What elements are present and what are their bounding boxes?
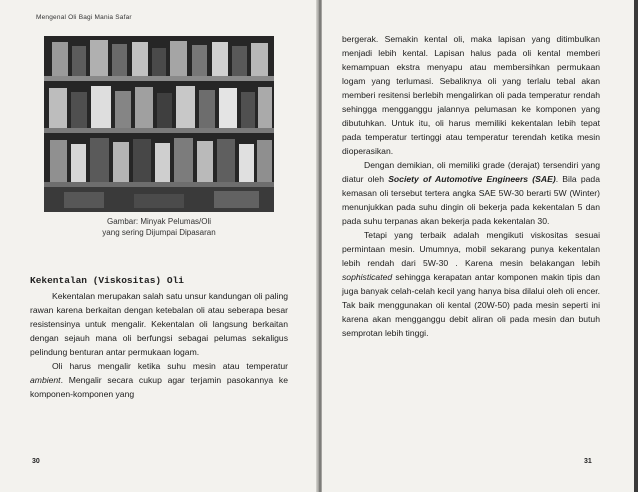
- left-para2-italic: ambient: [30, 375, 61, 385]
- oil-shelf-image: [44, 36, 274, 212]
- right-para3-italic: sophisticated: [342, 272, 393, 282]
- left-para2-end: . Mengalir secara cukup agar terjamin pasokannya ke komponen-komponen yang: [30, 375, 288, 399]
- right-paragraph-2: [342, 158, 600, 228]
- right-para2-start: Dengan demikian, oli memiliki grade (derajat) tersendiri yang diatur oleh: [342, 160, 600, 184]
- left-body-text: [30, 289, 288, 401]
- section-heading: Kekentalan (Viskositas) Oli: [30, 275, 184, 286]
- right-body-text: [342, 32, 600, 340]
- right-para2-end: . Bila pada kemasan oli tersebut tertera angka SAE 5W-30 berarti 5W (Winter) menunjukkan pada suhu dingin oli bekerja pada kekentalan 5 dan pada suhu terpanas akan bekerja pada kekentalan 30.: [342, 174, 600, 226]
- right-paragraph-3: [342, 228, 600, 340]
- left-paragraph-2: [30, 359, 288, 401]
- left-page: [0, 0, 318, 492]
- right-para3-start: Tetapi yang terbaik adalah mengikuti viskositas sesuai permintaan mesin. Umumnya, mobil sekarang punya kekentalan lebih rendah dari 5W-30 . Karena mesin belakangan lebih: [342, 230, 600, 268]
- right-para2-bold: Society of Automotive Engineers (SAE): [388, 174, 556, 184]
- page-edge: [634, 0, 638, 492]
- caption-line-2: yang sering Dijumpai Dipasaran: [102, 228, 216, 237]
- page-number-right: 31: [584, 458, 592, 465]
- right-paragraph-1: bergerak. Semakin kental oli, maka lapisan yang ditimbulkan menjadi lebih kental. Lapisan halus pada oli kental memberi kemampuan ekstra menyapu atau membersihkan permukaan logam yang terlumasi. Sebaliknya oli yang terlalu tebal akan memberi resitensi berlebih mengalirkan oli pada temperatur rendah sehingga mengganggu jalannya pelumasan ke komponen yang dibutuhkan. Untuk itu, oli harus memiliki kekentalan lebih tepat pada temperatur tertinggi atau temperatur terendah ketika mesin dioperasikan.: [342, 34, 600, 156]
- right-para3-end: sehingga kerapatan antar komponen makin tipis dan juga banyak celah-celah kecil yang hanya bisa dilalui oleh oli encer. Tak baik menggunakan oli kental (20W-50) pada mesin seperti ini karena akan mengganggu debit aliran oli pada mesin dan butuh semprotan lebih tinggi.: [342, 272, 600, 338]
- oil-bottles-photo: [44, 36, 274, 212]
- running-head: Mengenal Oli Bagi Mania Safar: [36, 14, 132, 21]
- left-para2-start: Oli harus mengalir ketika suhu mesin atau temperatur: [52, 361, 288, 371]
- left-paragraph-1: Kekentalan merupakan salah satu unsur kandungan oli paling rawan karena berkaitan dengan ketebalan oli atau seberapa besar resistensinya untuk mengalir. Kekentalan oli langsung berkaitan dengan sejauh mana oli berfungsi sebagai pelumas sekaligus pelindung benturan antar permukaan logam.: [30, 291, 288, 357]
- page-number-left: 30: [32, 458, 40, 465]
- caption-line-1: Gambar: Minyak Pelumas/Oli: [106, 217, 212, 226]
- photo-caption: [44, 216, 274, 238]
